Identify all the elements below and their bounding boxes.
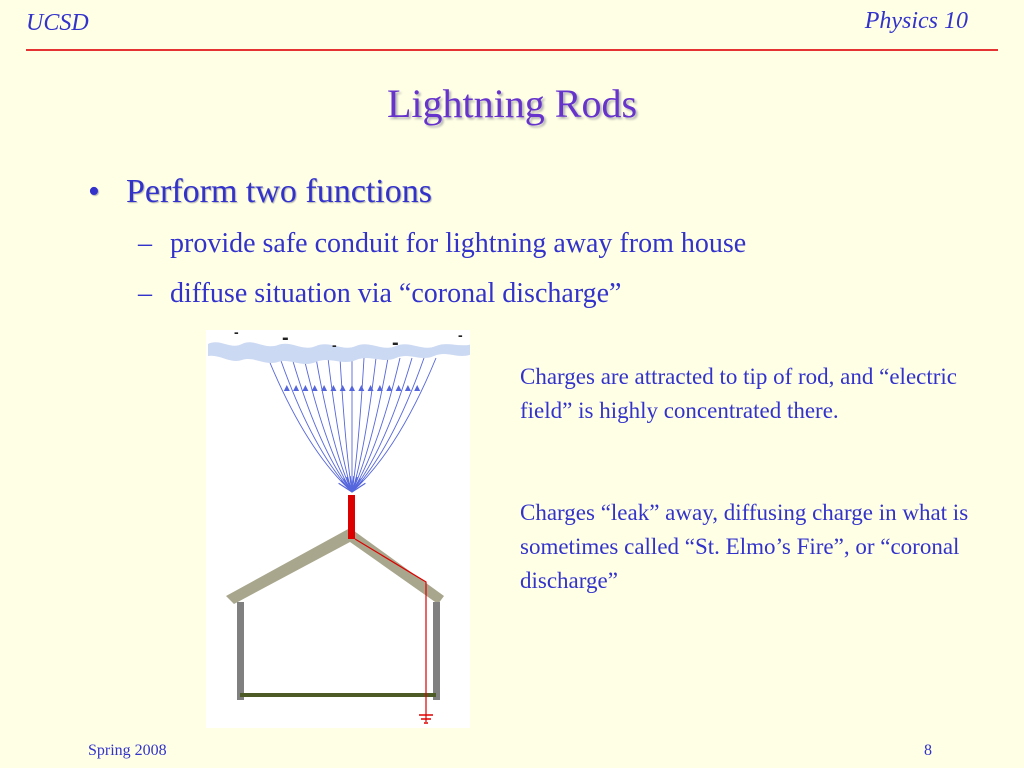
field-arrowhead <box>312 385 318 391</box>
field-arrowhead <box>396 385 402 391</box>
field-arrowhead <box>284 385 290 391</box>
field-line <box>352 358 436 492</box>
field-line <box>352 358 412 492</box>
field-arrowhead <box>349 385 355 391</box>
sub-bullet-2 <box>138 278 622 310</box>
lightning-rod <box>348 495 355 539</box>
footer-term: Spring 2008 <box>88 742 167 759</box>
house-roof <box>226 528 444 604</box>
field-line <box>292 358 352 492</box>
field-line <box>352 358 376 492</box>
main-bullet <box>88 173 432 211</box>
header-course-left: UCSD <box>26 10 89 36</box>
charge-sign: - <box>282 330 289 349</box>
field-arrowhead <box>302 385 308 391</box>
charge-sign: - <box>458 330 463 343</box>
field-arrowhead <box>386 385 392 391</box>
field-line <box>340 358 352 492</box>
lightning-rod-figure <box>206 330 470 728</box>
field-arrowhead <box>340 385 346 391</box>
page-number: 8 <box>924 742 932 759</box>
cloud <box>208 342 470 364</box>
lightning-rod-diagram <box>206 330 470 728</box>
house-wall-right <box>433 602 440 700</box>
charge-sign: - <box>392 332 399 354</box>
note-field-concentration: Charges are attracted to tip of rod, and “electric field” is highly concentrated there. <box>520 364 958 423</box>
charge-sign: - <box>332 337 337 353</box>
field-arrowhead <box>358 385 364 391</box>
field-arrowhead <box>414 385 420 391</box>
field-line <box>352 358 364 492</box>
sub-bullet-marker: – <box>138 278 152 309</box>
slide-title: Lightning Rods <box>386 81 638 126</box>
sub-bullet-1 <box>138 228 746 260</box>
field-lines <box>268 358 436 492</box>
field-arrowhead <box>405 385 411 391</box>
sub-bullet-text: provide safe conduit for lightning away from house <box>170 228 747 259</box>
field-line <box>328 358 352 492</box>
field-line <box>268 358 352 492</box>
bullet-text: Perform two functions <box>126 173 432 210</box>
header-divider <box>26 49 998 51</box>
house-floor <box>240 693 436 697</box>
header-course-right: Physics 10 <box>864 8 968 34</box>
sub-bullet-marker: – <box>138 228 152 259</box>
field-arrowhead <box>293 385 299 391</box>
sub-bullet-text: diffuse situation via “coronal discharge” <box>170 278 622 309</box>
charge-sign: - <box>234 330 239 340</box>
house-wall-left <box>237 602 244 700</box>
bullet-marker: • <box>88 173 100 210</box>
note-coronal-discharge: Charges “leak” away, diffusing charge in what is sometimes called “St. Elmo’s Fire”, or “coronal discharge” <box>520 500 969 593</box>
